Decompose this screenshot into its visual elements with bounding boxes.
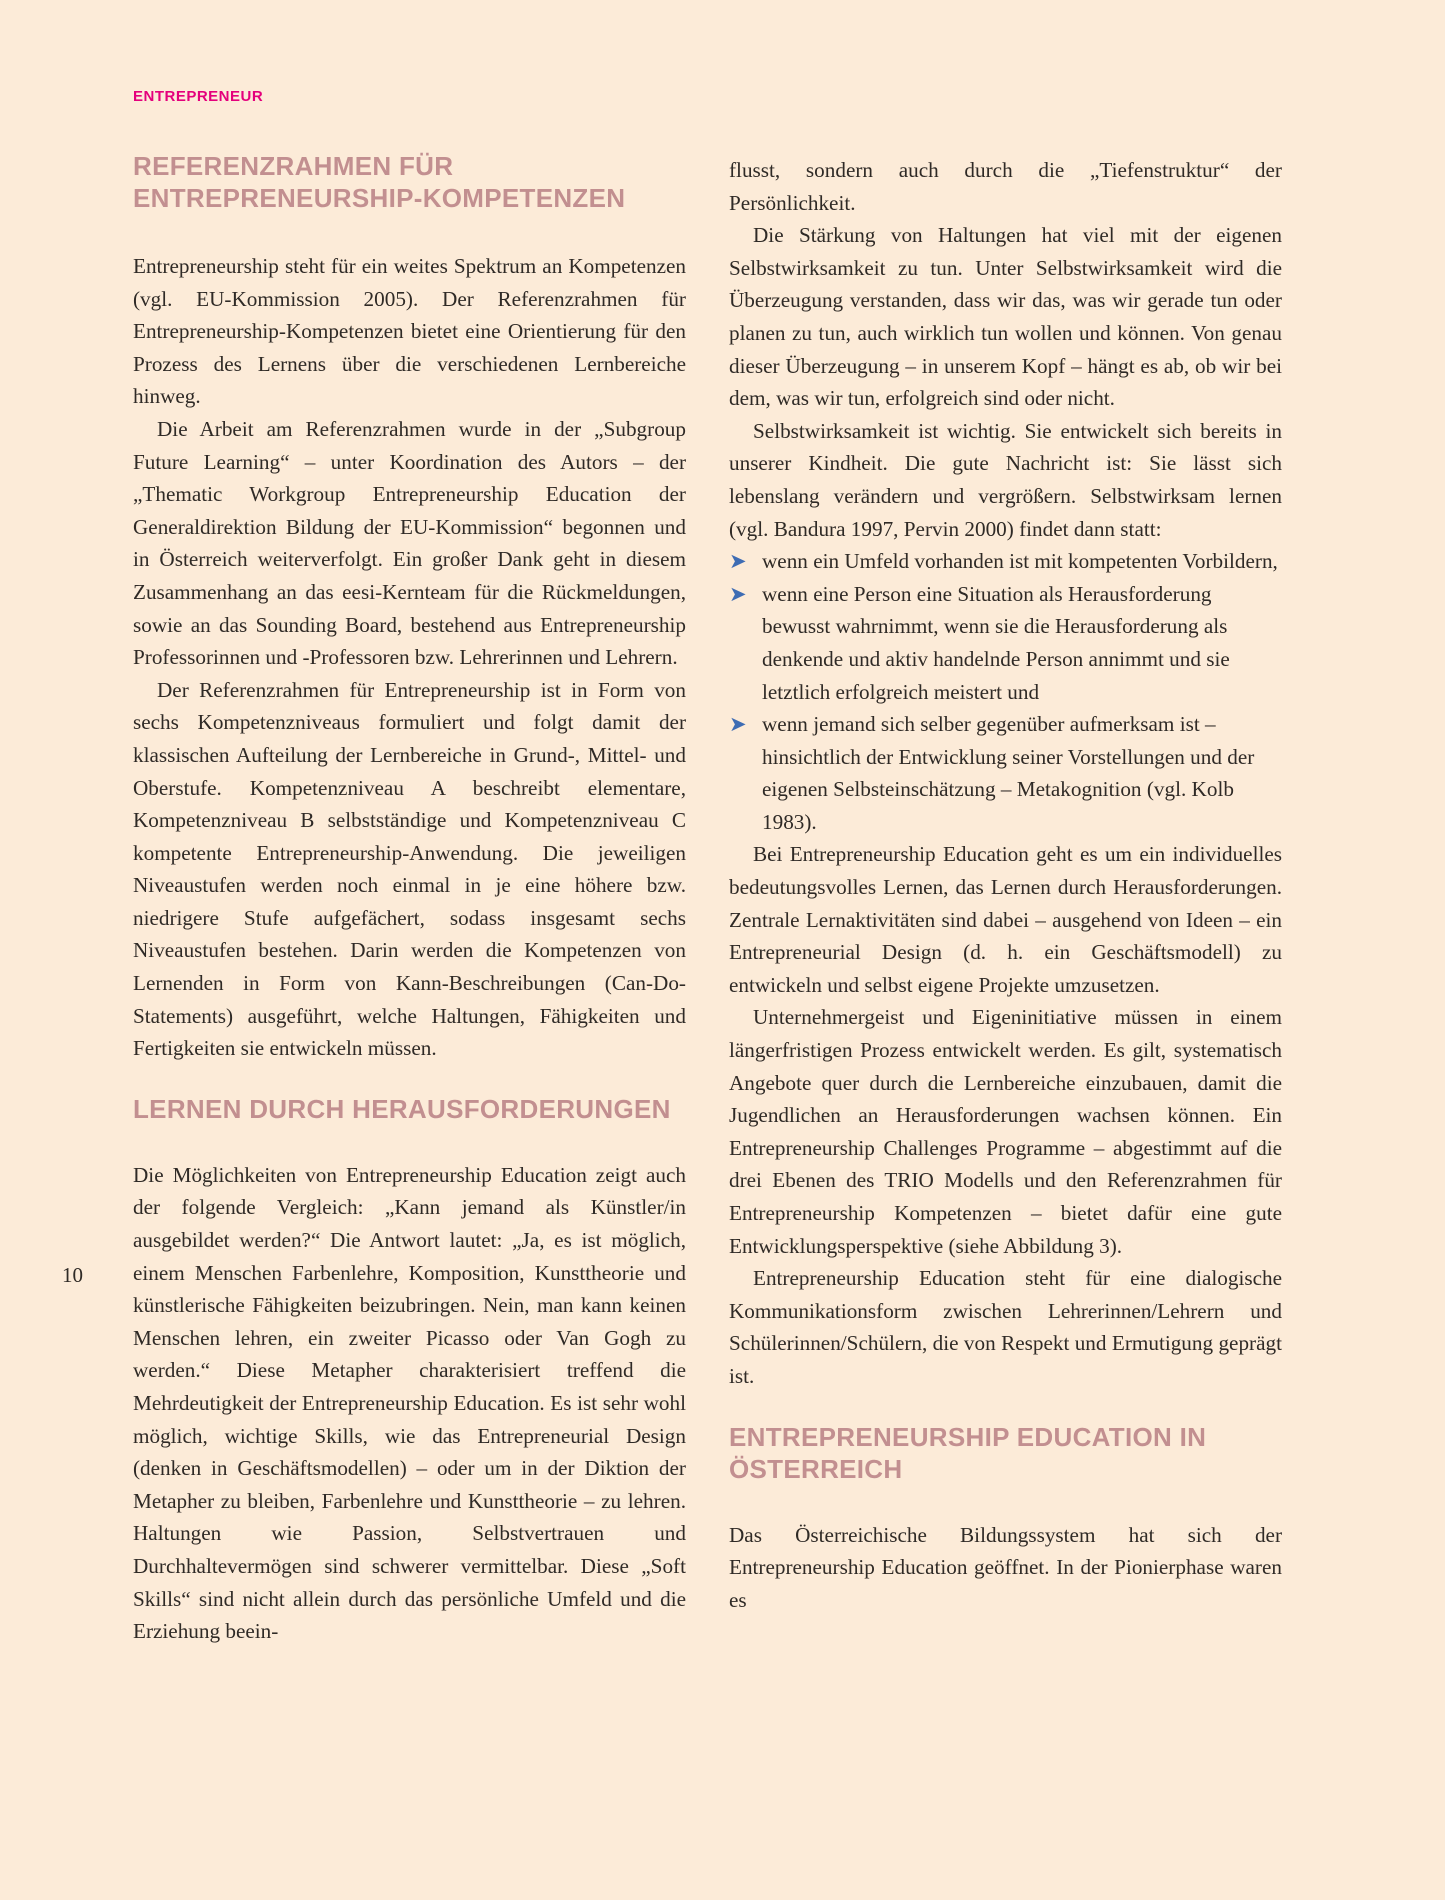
paragraph: Die Arbeit am Referenzrahmen wurde in der „Subgroup Future Learning“ – unter Koordination des Autors – der „Thematic Workgroup Entrepreneurship Education der Generaldirektion Bildung der EU-Kommission“ begonnen und in Österreich weiterverfolgt. Ein großer Dank geht in diesem Zusammenhang an das eesi-Kernteam für die Rückmeldungen, sowie an das Sounding Board, bestehend aus Entrepreneurship Professorinnen und -Professoren bzw. Lehrerinnen und Lehrern.	[133, 416, 686, 670]
left-column	[133, 150, 686, 1648]
list-item	[729, 545, 1282, 578]
section-heading-referenzrahmen: REFERENZRAHMEN FÜR ENTREPRENEURSHIP-KOMPETENZEN	[133, 151, 626, 213]
paragraph: flusst, sondern auch durch die „Tiefenstruktur“ der Persönlichkeit.	[729, 158, 1282, 215]
list-item	[729, 708, 1282, 838]
paragraph: Entrepreneurship steht für ein weites Spektrum an Kompetenzen (vgl. EU-Kommission 2005). Der Referenzrahmen für Entrepreneurship-Kompetenzen bietet eine Orientierung für den Prozess des Lernens über die verschiedenen Lernbereiche hinweg.	[133, 254, 686, 409]
section-heading-oesterreich: ENTREPRENEURSHIP EDUCATION IN ÖSTERREICH	[729, 1421, 1207, 1484]
list-item-text: wenn jemand sich selber gegenüber aufmerksam ist – hinsichtlich der Entwicklung seiner Vorstellungen und der eigenen Selbsteinschätzung – Metakognition (vgl. Kolb 1983).	[762, 712, 1255, 834]
paragraph: Die Möglichkeiten von Entrepreneurship Education zeigt auch der folgende Vergleich: „Kann jemand als Künstler/in ausgebildet werden?“ Die Antwort lautet: „Ja, es ist möglich, einem Menschen Farbenlehre, Komposition, Kunsttheorie und künstlerische Fähigkeiten beizubringen. Nein, man kann keinen Menschen lehren, ein zweiter Picasso oder Van Gogh zu werden.“ Diese Metapher charakterisiert treffend die Mehrdeutigkeit der Entrepreneurship Education. Es ist sehr wohl möglich, wichtige Skills, wie das Entrepreneurial Design (denken in Geschäftsmodellen) – oder um in der Diktion der Metapher zu bleiben, Farbenlehre und Kunsttheorie – zu lehren. Haltungen wie Passion, Selbstvertrauen und Durchhaltevermögen sind schwerer vermittelbar. Diese „Soft Skills“ sind nicht allein durch das persönliche Umfeld und die Erziehung beein-	[133, 1162, 686, 1644]
paragraph: Das Österreichische Bildungssystem hat sich der Entrepreneurship Education geöffnet. In der Pionierphase waren es	[729, 1522, 1282, 1612]
paragraph: Bei Entrepreneurship Education geht es um ein individuelles bedeutungsvolles Lernen, das Lernen durch Herausforderungen. Zentrale Lernaktivitäten sind dabei – ausgehend von Ideen – ein Entrepreneurial Design (d. h. ein Geschäftsmodell) zu entwickeln und selbst eigene Projekte umzusetzen.	[729, 842, 1282, 997]
list-item	[729, 578, 1282, 708]
bullet-list	[729, 545, 1282, 838]
right-column	[729, 154, 1282, 1616]
running-head: ENTREPRENEUR	[133, 88, 264, 105]
paragraph: Selbstwirksamkeit ist wichtig. Sie entwickelt sich bereits in unserer Kindheit. Die gute Nachricht ist: Sie lässt sich lebenslang verändern und vergrößern. Selbstwirksam lernen (vgl. Bandura 1997, Pervin 2000) findet dann statt:	[729, 418, 1282, 541]
arrow-bullet-icon: ➤	[729, 712, 747, 737]
arrow-bullet-icon: ➤	[729, 581, 747, 606]
page-number: 10	[62, 1263, 83, 1287]
list-item-text: wenn ein Umfeld vorhanden ist mit kompetenten Vorbildern,	[762, 549, 1278, 574]
list-item-text: wenn eine Person eine Situation als Herausforderung bewusst wahrnimmt, wenn sie die Herausforderung als denkende und aktiv handelnde Person annimmt und sie letztlich erfolgreich meistert und	[762, 581, 1230, 704]
arrow-bullet-icon: ➤	[729, 549, 747, 574]
paragraph: Der Referenzrahmen für Entrepreneurship ist in Form von sechs Kompetenzniveaus formuliert und folgt damit der klassischen Aufteilung der Lernbereiche in Grund-, Mittel- und Oberstufe. Kompetenzniveau A beschreibt elementare, Kompetenzniveau B selbstständige und Kompetenzniveau C kompetente Entrepreneurship-Anwendung. Die jeweiligen Niveaustufen werden noch einmal in je eine höhere bzw. niedrigere Stufe aufgefächert, sodass insgesamt sechs Niveaustufen bestehen. Darin werden die Kompetenzen von Lernenden in Form von Kann-Beschreibungen (Can-Do-Statements) ausgeführt, welche Haltungen, Fähigkeiten und Fertigkeiten sie entwickeln müssen.	[133, 677, 686, 1061]
paragraph: Die Stärkung von Haltungen hat viel mit der eigenen Selbstwirksamkeit zu tun. Unter Selbstwirksamkeit wird die Überzeugung verstanden, dass wir das, was wir gerade tun oder planen zu tun, auch wirklich tun wollen und können. Von genau dieser Überzeugung – in unserem Kopf – hängt es ab, ob wir bei dem, was wir tun, erfolgreich sind oder nicht.	[729, 223, 1282, 411]
section-heading-lernen: LERNEN DURCH HERAUSFORDERUNGEN	[133, 1093, 671, 1124]
paragraph: Entrepreneurship Education steht für eine dialogische Kommunikationsform zwischen Lehrerinnen/Lehrern und Schülerinnen/Schülern, die von Respekt und Ermutigung geprägt ist.	[729, 1266, 1282, 1388]
paragraph: Unternehmergeist und Eigeninitiative müssen in einem längerfristigen Prozess entwickelt werden. Es gilt, systematisch Angebote quer durch die Lernbereiche einzubauen, damit die Jugendlichen an Herausforderungen wachsen können. Ein Entrepreneurship Challenges Programme – abgestimmt auf die drei Ebenen des TRIO Modells und den Referenzrahmen für Entrepreneurship Kompetenzen – bietet dafür eine gute Entwicklungsperspektive (siehe Abbildung 3).	[729, 1005, 1282, 1258]
